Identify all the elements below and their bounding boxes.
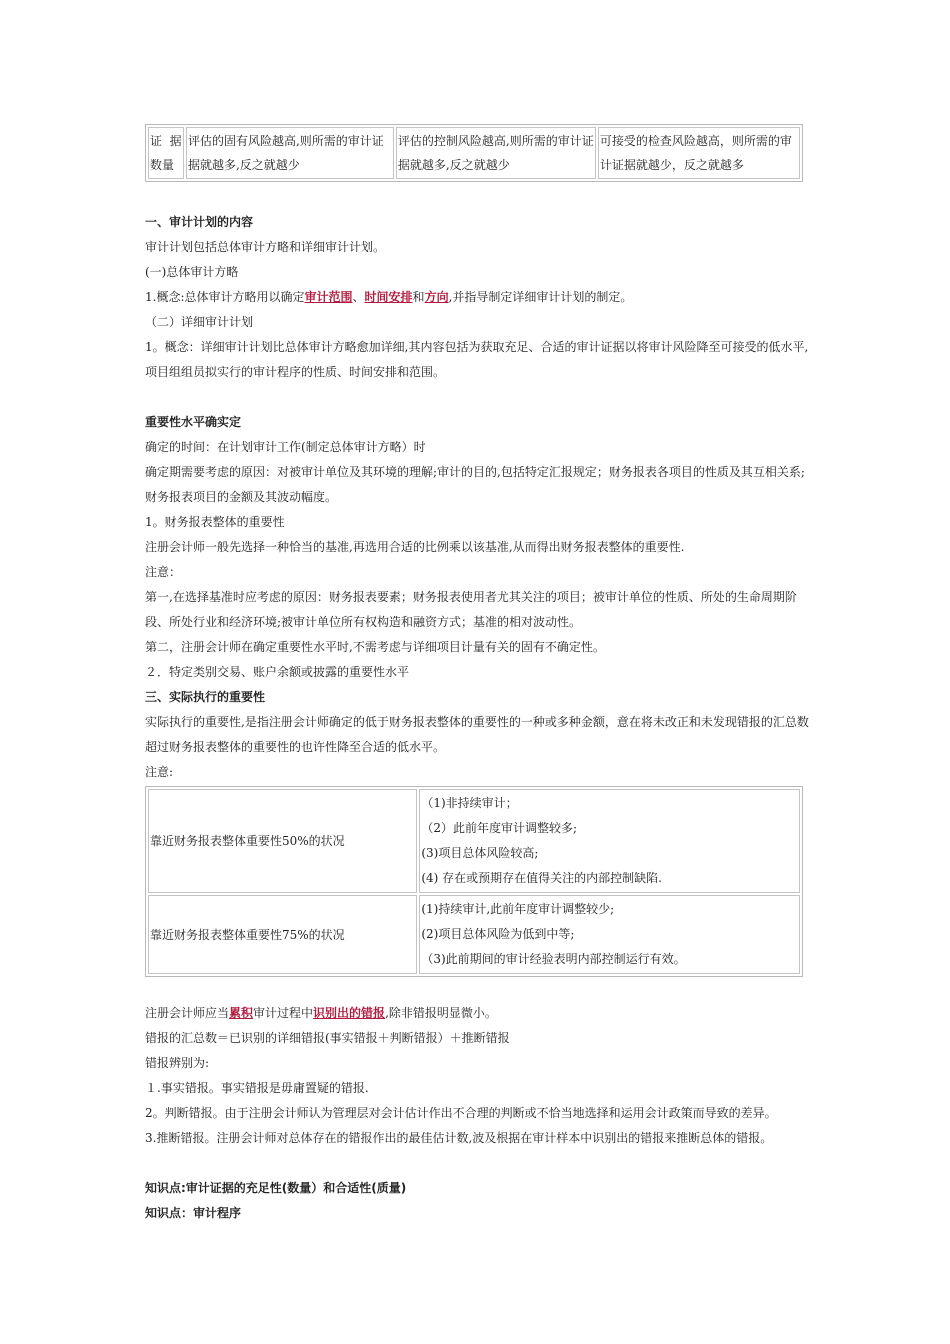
list-item: (4) 存在或预期存在值得关注的内部控制缺陷.: [421, 871, 662, 885]
keyword-link[interactable]: 累积: [229, 1006, 254, 1020]
paragraph: 2。判断错报。由于注册会计师认为管理层对会计估计作出不合理的判断或不恰当地选择和运用会计政策而导致的差异。: [145, 1106, 777, 1120]
text: 审计过程中: [253, 1006, 314, 1020]
paragraph: 确定的时间：在计划审计工作(制定总体审计方略）时: [145, 440, 426, 454]
table-row: [148, 789, 800, 893]
list-item: （3)此前期间的审计经验表明内部控制运行有效。: [421, 952, 686, 966]
keyword-link[interactable]: 方向: [424, 290, 449, 304]
condition-items-cell: [419, 895, 800, 974]
text: 、: [352, 290, 365, 304]
text: ,并指导制定详细审计计划的制定。: [448, 290, 633, 304]
text: 1.概念:总体审计方略用以确定: [145, 290, 305, 304]
section-heading: 一、审计计划的内容: [145, 215, 254, 229]
section-heading: 三、实际执行的重要性: [145, 690, 266, 704]
document-content: [145, 124, 810, 1226]
list-item: （1)非持续审计；: [421, 796, 518, 810]
paragraph: 注意:: [145, 765, 174, 779]
paragraph: 实际执行的重要性,是指注册会计师确定的低于财务报表整体的重要性的一种或多种金额，意在将未改正和未发现错报的汇总数超过财务报表整体的重要性的也许性降至合适的低水平。: [145, 715, 809, 754]
paragraph: [145, 285, 810, 310]
list-item: (3)项目总体风险较高;: [421, 846, 539, 860]
condition-label-cell: 靠近财务报表整体重要性50%的状况: [148, 789, 417, 893]
paragraph: 第二，注册会计师在确定重要性水平时,不需考虑与详细项目计量有关的固有不确定性。: [145, 640, 605, 654]
materiality-conditions-table: [145, 786, 803, 977]
keyword-link[interactable]: 识别出的错报: [313, 1006, 386, 1020]
row-label-cell: [148, 127, 184, 179]
paragraph: [145, 1001, 810, 1026]
paragraph: ２．特定类别交易、账户余额或披露的重要性水平: [145, 665, 410, 679]
section-heading: 重要性水平确实定: [145, 415, 242, 429]
paragraph: 注意：: [145, 565, 182, 579]
paragraph: 1。财务报表整体的重要性: [145, 515, 285, 529]
knowledge-point: 知识点：审计程序: [145, 1206, 242, 1220]
list-item: （2）此前年度审计调整较多;: [421, 821, 578, 835]
paragraph: 错报的汇总数＝已识别的详细错报(事实错报＋判断错报）＋推断错报: [145, 1031, 510, 1045]
list-item: (2)项目总体风险为低到中等;: [421, 927, 575, 941]
knowledge-point: 知识点:审计证据的充足性(数量）和合适性(质量): [145, 1181, 407, 1195]
label-part: 证: [150, 134, 163, 148]
paragraph: １.事实错报。事实错报是毋庸置疑的错报.: [145, 1081, 369, 1095]
paragraph: 审计计划包括总体审计方略和详细审计计划。: [145, 240, 386, 254]
paragraph: 错报辨别为:: [145, 1056, 210, 1070]
text: 注册会计师应当: [145, 1006, 230, 1020]
paragraph: 1。概念：详细审计计划比总体审计方略愈加详细,其内容包括为获取充足、合适的审计证据以将审计风险降至可接受的低水平,项目组组员拟实行的审计程序的性质、时间安排和范围。: [145, 340, 809, 379]
condition-items-cell: [419, 789, 800, 893]
paragraph: 确定期需要考虑的原因：对被审计单位及其环境的理解;审计的目的,包括特定汇报规定；财务报表各项目的性质及其互相关系;财务报表项目的金额及其波动幅度。: [145, 465, 805, 504]
paragraph: 注册会计师一般先选择一种恰当的基准,再选用合适的比例乘以该基准,从而得出财务报表整体的重要性.: [145, 540, 685, 554]
evidence-quantity-table: [145, 124, 803, 182]
text: ,除非错报明显微小。: [385, 1006, 497, 1020]
keyword-link[interactable]: 时间安排: [364, 290, 413, 304]
label-part: 数量: [150, 158, 175, 172]
table-row: [148, 895, 800, 974]
paragraph: 第一,在选择基准时应考虑的原因：财务报表要素；财务报表使用者尤其关注的项目；被审计单位的性质、所处的生命周期阶段、所处行业和经济环境;被审计单位所有权构造和融资方式；基准的相对波动性。: [145, 590, 797, 629]
inherent-risk-cell: 评估的固有风险越高,则所需的审计证据就越多,反之就越少: [186, 127, 394, 179]
text: 和: [412, 290, 425, 304]
control-risk-cell: 评估的控制风险越高,则所需的审计证据就越多,反之就越少: [396, 127, 596, 179]
label-part: 据: [169, 134, 182, 148]
keyword-link[interactable]: 审计范围: [304, 290, 353, 304]
table-row: [148, 127, 800, 179]
condition-label-cell: 靠近财务报表整体重要性75%的状况: [148, 895, 417, 974]
subheading: (一)总体审计方略: [145, 265, 239, 279]
list-item: (1)持续审计,此前年度审计调整较少;: [421, 902, 615, 916]
detection-risk-cell: 可接受的检查风险越高，则所需的审计证据就越少，反之就越多: [598, 127, 800, 179]
paragraph: 3.推断错报。注册会计师对总体存在的错报作出的最佳估计数,波及根据在审计样本中识别出的错报来推断总体的错报。: [145, 1131, 773, 1145]
subheading: （二）详细审计计划: [145, 315, 254, 329]
